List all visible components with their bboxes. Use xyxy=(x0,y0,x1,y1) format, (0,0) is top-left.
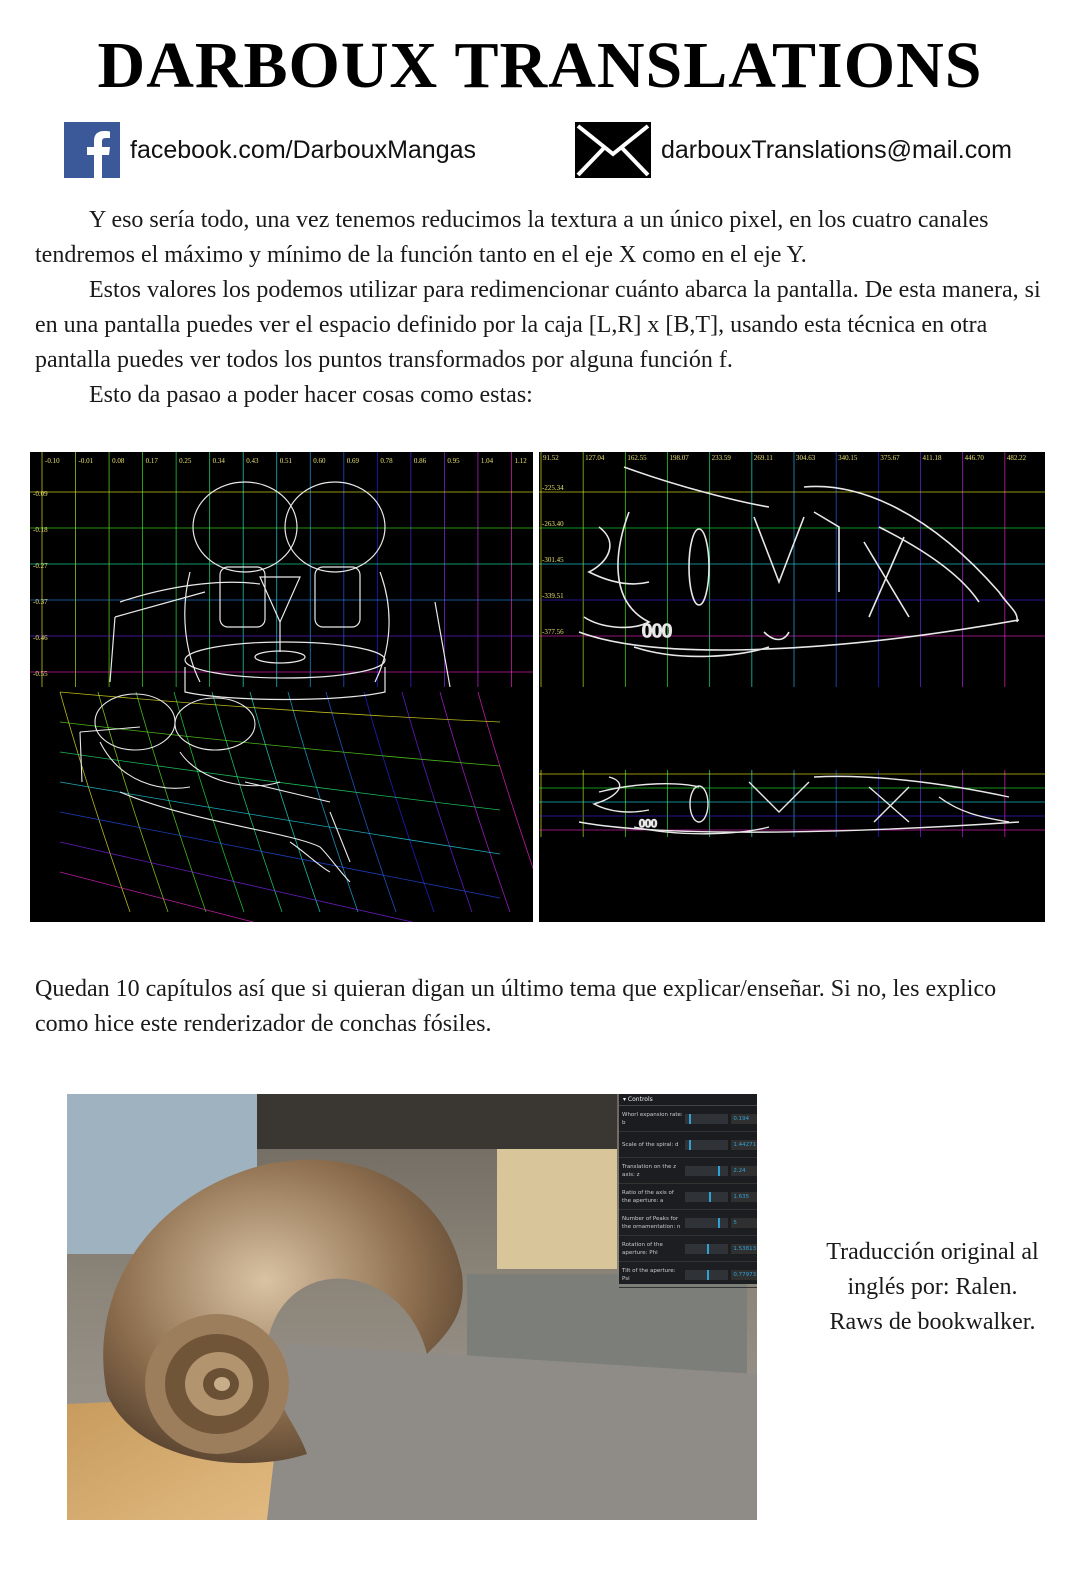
control-slider[interactable] xyxy=(685,1166,728,1176)
slider-knob[interactable] xyxy=(707,1270,709,1280)
warped-grid-line xyxy=(60,812,500,898)
y-tick-label: -225.34 xyxy=(542,484,564,492)
x-tick-label: 269.11 xyxy=(753,454,773,462)
x-tick-label: 446.70 xyxy=(964,454,984,462)
controls-title-text: Controls xyxy=(627,1096,653,1103)
control-row xyxy=(619,1236,757,1262)
middle-text xyxy=(35,972,1045,1042)
compressed-signature-outline xyxy=(579,776,1019,833)
control-slider[interactable] xyxy=(685,1192,728,1202)
slider-knob[interactable] xyxy=(707,1244,709,1254)
warped-grid-line xyxy=(60,692,500,722)
warped-grid-line xyxy=(478,692,533,912)
facebook-icon xyxy=(64,122,120,178)
distorted-characters-outline xyxy=(80,694,350,882)
y-tick-label: -377.56 xyxy=(542,628,564,636)
svg-text:000: 000 xyxy=(639,816,657,830)
y-tick-label: -0.37 xyxy=(33,598,48,606)
x-tick-label: 233.59 xyxy=(711,454,731,462)
signature-outline xyxy=(579,467,1019,656)
control-value-input[interactable]: 2.24 xyxy=(731,1166,757,1176)
x-tick-label: -0.10 xyxy=(45,457,60,465)
translation-credits: Traducción original al inglés por: Ralen. Raws de bookwalker. xyxy=(826,1239,1039,1335)
control-row xyxy=(619,1106,757,1132)
facebook-contact xyxy=(64,120,476,180)
controls-rows xyxy=(619,1106,757,1288)
control-value-input[interactable]: 1.635 xyxy=(731,1192,757,1202)
x-tick-label: 1.12 xyxy=(514,457,527,465)
y-tick-label: -263.40 xyxy=(542,520,564,528)
control-slider[interactable] xyxy=(685,1114,728,1124)
warped-grid-line xyxy=(60,872,500,922)
y-tick-label: -0.55 xyxy=(33,670,48,678)
middle-paragraph: Quedan 10 capítulos así que si quieran digan un último tema que explicar/enseñar. Si no, les explico como hice este renderizador de conchas fósiles. xyxy=(35,976,997,1037)
control-value-input[interactable]: 0.77973 xyxy=(733,1271,757,1278)
x-tick-label: 375.67 xyxy=(880,454,900,462)
x-tick-label: -0.01 xyxy=(78,457,94,465)
page-title: DARBOUX TRANSLATIONS xyxy=(97,29,983,102)
control-row xyxy=(619,1132,757,1158)
x-tick-label: 0.17 xyxy=(145,457,158,465)
y-tick-label: -0.27 xyxy=(33,562,48,570)
control-label: Translation on the z axis: z xyxy=(622,1163,676,1178)
intro-paragraph-2: Estos valores los podemos utilizar para redimencionar cuánto abarca la pantalla. De esta manera, si en una pantalla puedes ver el espacio definido por la caja [L,R] x [B,T], usando esta técnica en otra pantalla puedes ver todos los puntos transformados por alguna función f. xyxy=(35,277,1041,373)
mail-icon xyxy=(575,122,651,178)
y-tick-label: -0.09 xyxy=(33,490,48,498)
x-tick-label: 0.69 xyxy=(346,457,360,465)
warped-grid-line xyxy=(326,692,396,912)
controls-title[interactable]: ▾ Controls xyxy=(619,1094,757,1106)
control-row xyxy=(619,1262,757,1288)
email-contact xyxy=(575,120,1012,180)
control-row xyxy=(619,1184,757,1210)
warped-grid-line xyxy=(174,692,244,912)
control-label: Tilt of the aperture: Psi xyxy=(622,1267,676,1282)
warped-grid-line xyxy=(60,842,500,922)
right-tick-labels xyxy=(542,454,1027,636)
svg-text:000: 000 xyxy=(642,620,672,642)
control-row xyxy=(619,1158,757,1184)
x-tick-label: 198.07 xyxy=(669,454,689,462)
warped-grid-line xyxy=(440,692,510,912)
left-grid xyxy=(30,452,533,922)
warped-grid-line xyxy=(250,692,320,912)
slider-knob[interactable] xyxy=(709,1192,711,1202)
x-tick-label: 0.86 xyxy=(413,457,427,465)
warped-grid-line xyxy=(98,692,168,912)
x-tick-label: 0.95 xyxy=(447,457,460,465)
x-tick-label: 0.43 xyxy=(246,457,259,465)
y-tick-label: -301.45 xyxy=(542,556,564,564)
x-tick-label: 482.22 xyxy=(1006,454,1027,462)
shell-render-screenshot xyxy=(67,1094,757,1520)
y-tick-label: -339.51 xyxy=(542,592,564,600)
x-tick-label: 1.04 xyxy=(480,457,494,465)
control-slider[interactable] xyxy=(685,1270,728,1280)
control-value-input[interactable]: 1.53813 xyxy=(733,1245,757,1252)
control-value-input[interactable]: 1.44271 xyxy=(733,1141,757,1148)
email-address[interactable]: darbouxTranslations@mail.com xyxy=(661,135,1012,164)
slider-knob[interactable] xyxy=(689,1114,691,1124)
slider-knob[interactable] xyxy=(718,1166,720,1176)
facebook-link[interactable]: facebook.com/DarbouxMangas xyxy=(130,135,477,164)
control-slider[interactable] xyxy=(685,1244,728,1254)
x-tick-label: 0.08 xyxy=(112,457,125,465)
left-visualization xyxy=(30,452,533,922)
warped-grid-line xyxy=(364,692,434,912)
x-tick-label: 304.63 xyxy=(796,454,816,462)
control-label: Whorl expansion rate: b xyxy=(622,1111,683,1126)
control-value-input[interactable]: 5 xyxy=(731,1218,757,1228)
x-tick-label: 0.25 xyxy=(179,457,192,465)
x-tick-label: 127.04 xyxy=(585,454,605,462)
intro-text xyxy=(35,203,1045,413)
slider-knob[interactable] xyxy=(689,1140,691,1150)
control-label: Ratio of the axis of the aperture: a xyxy=(622,1189,674,1204)
x-tick-label: 340.15 xyxy=(838,454,858,462)
x-tick-label: 91.52 xyxy=(543,454,559,462)
intro-paragraph-1: Y eso sería todo, una vez tenemos reducimos la textura a un único pixel, en los cuatro canales tendremos el máximo y mínimo de la función tanto en el eje X como en el eje Y. xyxy=(35,207,989,268)
control-label: Number of Peaks for the ornamentation: n xyxy=(622,1215,681,1230)
characters-outline xyxy=(110,482,450,700)
x-tick-label: 0.34 xyxy=(212,457,225,465)
control-value-input[interactable]: 0.194 xyxy=(731,1114,757,1124)
slider-knob[interactable] xyxy=(718,1218,720,1228)
x-tick-label: 0.78 xyxy=(380,457,393,465)
intro-paragraph-3: Esto da pasao a poder hacer cosas como estas: xyxy=(89,382,533,408)
x-tick-label: 411.18 xyxy=(922,454,942,462)
control-label: Rotation of the aperture: Phi xyxy=(622,1241,663,1256)
y-tick-label: -0.46 xyxy=(33,634,48,642)
control-slider[interactable] xyxy=(685,1218,728,1228)
y-tick-label: -0.18 xyxy=(33,526,48,534)
control-slider[interactable] xyxy=(685,1140,728,1150)
right-visualization xyxy=(539,452,1045,922)
warped-grid-line xyxy=(402,692,472,912)
control-row xyxy=(619,1210,757,1236)
x-tick-label: 0.51 xyxy=(279,457,292,465)
x-tick-label: 162.55 xyxy=(627,454,647,462)
x-tick-label: 0.60 xyxy=(313,457,326,465)
control-label: Scale of the spiral: d xyxy=(622,1141,679,1148)
controls-panel[interactable] xyxy=(619,1094,757,1284)
